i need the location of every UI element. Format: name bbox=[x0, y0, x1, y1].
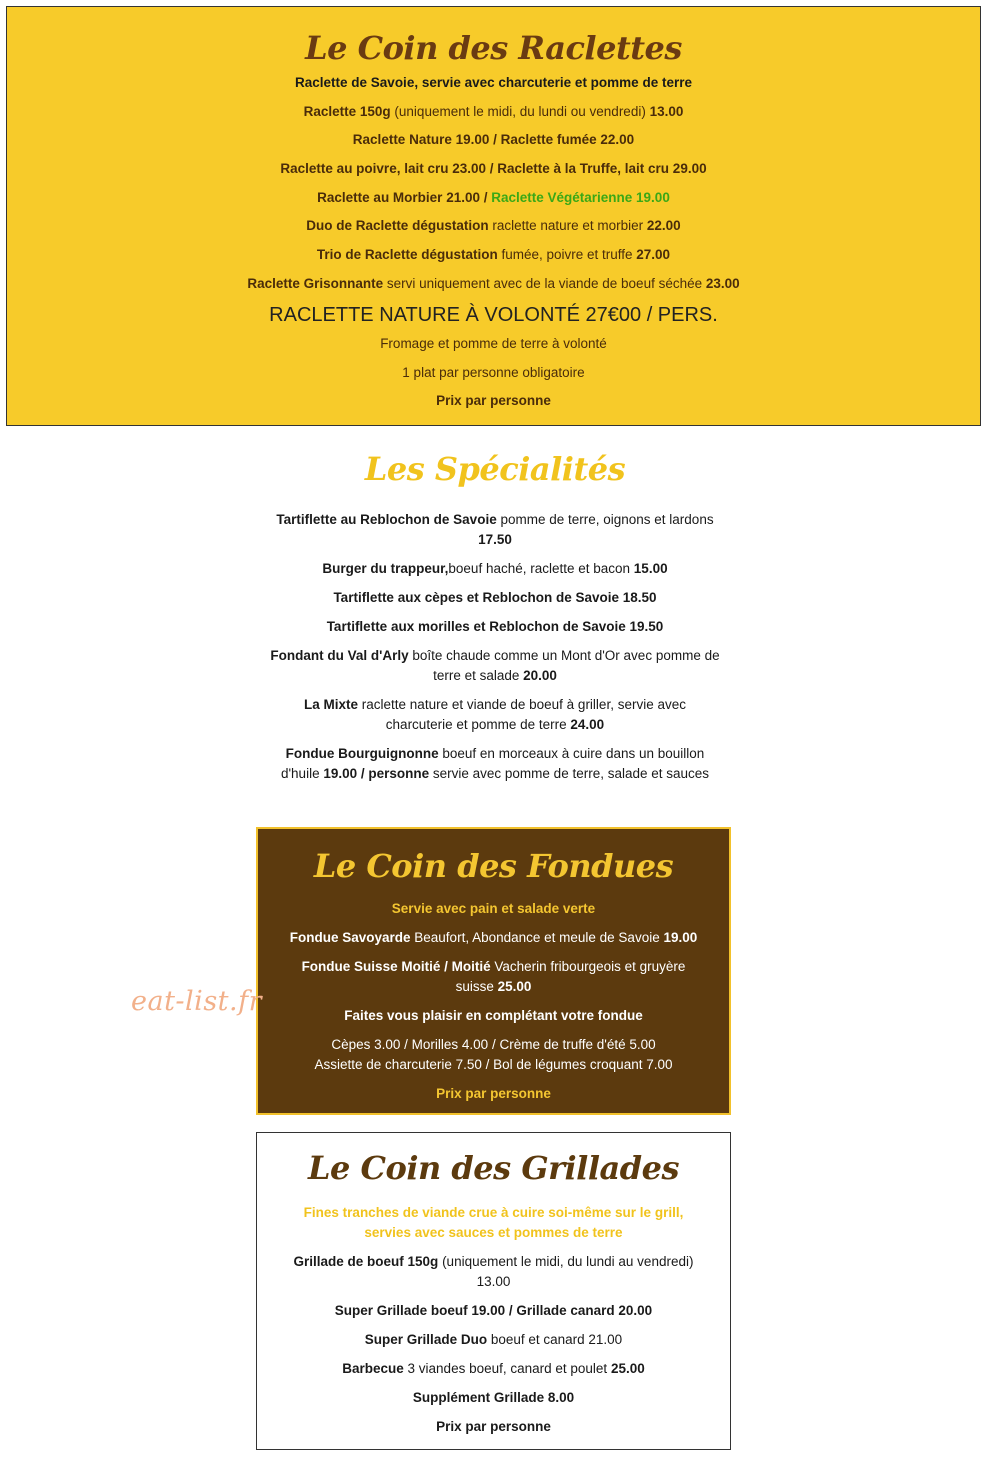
item-desc: raclette nature et viande de boeuf à griller, servie avec charcuterie et pomme de terre bbox=[358, 697, 686, 732]
item-name: Raclette 150g bbox=[303, 103, 391, 119]
item-desc: boîte chaude comme un Mont d'Or avec pomme de terre et salade bbox=[408, 648, 720, 683]
item-desc: pomme de terre, oignons et lardons bbox=[496, 512, 714, 527]
raclettes-prix: Prix par personne bbox=[436, 393, 551, 409]
fondues-title: Le Coin des Fondues bbox=[313, 847, 674, 885]
menu-item bbox=[270, 510, 720, 550]
item-price: 17.50 bbox=[478, 532, 512, 547]
item-name: Raclette au Morbier 21.00 / bbox=[317, 189, 492, 205]
menu-item bbox=[7, 274, 980, 294]
grillades-intro-line: Fines tranches de viande crue à cuire soi-même sur le grill, bbox=[303, 1205, 684, 1220]
item-name: Tartiflette aux morilles et Reblochon de Savoie 19.50 bbox=[326, 619, 664, 634]
item-desc: (uniquement le midi, du lundi ou vendredi) bbox=[390, 103, 650, 119]
grillades-intro-line: servies avec sauces et pommes de terre bbox=[364, 1225, 623, 1240]
item-name: Tartiflette aux cèpes et Reblochon de Savoie 18.50 bbox=[333, 590, 657, 605]
watermark: eat-list.fr bbox=[131, 986, 263, 1017]
item-name: Fondue Suisse Moitié / Moitié bbox=[301, 959, 491, 974]
item-name: Super Grillade Duo bbox=[364, 1332, 488, 1347]
item-price: 25.00 bbox=[610, 1361, 645, 1376]
item-price: 19.00 / personne bbox=[323, 766, 430, 781]
item-price: 20.00 bbox=[523, 668, 557, 683]
item-desc: boeuf haché, raclette et bacon bbox=[448, 561, 634, 576]
fondue-extras-line: Assiette de charcuterie 7.50 / Bol de légumes croquant 7.00 bbox=[314, 1057, 673, 1072]
item-desc-2: servie avec pomme de terre, salade et sauces bbox=[429, 766, 710, 781]
item-price: 25.00 bbox=[497, 979, 532, 994]
raclettes-section bbox=[6, 6, 981, 426]
item-desc: Beaufort, Abondance et meule de Savoie bbox=[410, 930, 664, 945]
item-name: Tartiflette au Reblochon de Savoie bbox=[276, 512, 497, 527]
item-name: Fondue Bourguignonne bbox=[285, 746, 439, 761]
menu-item bbox=[257, 1252, 730, 1292]
grillades-section bbox=[256, 1132, 731, 1450]
menu-item bbox=[257, 1359, 730, 1379]
item-price: 22.00 bbox=[646, 218, 681, 234]
menu-item bbox=[257, 1301, 730, 1321]
fondue-extras-line: Cèpes 3.00 / Morilles 4.00 / Crème de truffe d'été 5.00 bbox=[331, 1037, 656, 1052]
specialites-title: Les Spécialités bbox=[364, 450, 626, 488]
fondues-prix: Prix par personne bbox=[436, 1086, 551, 1101]
item-desc: boeuf en morceaux à cuire dans un bouillon d'huile bbox=[280, 746, 705, 781]
menu-item bbox=[270, 744, 720, 784]
menu-item bbox=[7, 159, 980, 179]
raclette-note: Fromage et pomme de terre à volonté bbox=[380, 335, 607, 351]
item-name: Fondant du Val d'Arly bbox=[270, 648, 409, 663]
menu-item bbox=[7, 130, 980, 150]
grillades-intro bbox=[257, 1203, 730, 1243]
raclette-volonte: RACLETTE NATURE À VOLONTÉ 27€00 / PERS. bbox=[269, 303, 718, 326]
item-price: 21.00 bbox=[588, 1332, 623, 1347]
raclettes-title: Le Coin des Raclettes bbox=[305, 29, 682, 67]
menu-item bbox=[270, 695, 720, 735]
grillades-title: Le Coin des Grillades bbox=[308, 1149, 679, 1187]
menu-item bbox=[270, 559, 720, 579]
menu-item bbox=[270, 588, 720, 608]
item-desc: (uniquement le midi, du lundi au vendredi) bbox=[438, 1254, 694, 1269]
menu-item bbox=[7, 188, 980, 208]
item-desc: raclette nature et morbier bbox=[488, 218, 647, 234]
item-name: Fondue Savoyarde bbox=[289, 930, 411, 945]
menu-item bbox=[7, 216, 980, 236]
item-price: 13.00 bbox=[649, 103, 684, 119]
item-desc: 3 viandes boeuf, canard et poulet bbox=[403, 1361, 611, 1376]
raclettes-intro: Raclette de Savoie, servie avec charcuterie et pomme de terre bbox=[295, 75, 692, 90]
item-price: 27.00 bbox=[636, 247, 671, 263]
raclette-note: 1 plat par personne obligatoire bbox=[402, 364, 585, 380]
grillades-prix: Prix par personne bbox=[436, 1419, 551, 1434]
item-price: 24.00 bbox=[570, 717, 605, 732]
fondues-section bbox=[256, 827, 731, 1115]
item-price: 23.00 bbox=[705, 275, 740, 291]
item-name: Raclette Grisonnante bbox=[247, 275, 384, 291]
menu-item bbox=[257, 1388, 730, 1408]
item-price: 19.00 bbox=[663, 930, 698, 945]
fondues-intro: Servie avec pain et salade verte bbox=[391, 901, 596, 916]
specialites-section bbox=[270, 450, 720, 784]
item-text: Raclette au poivre, lait cru 23.00 / Raclette à la Truffe, lait cru 29.00 bbox=[280, 161, 707, 177]
item-price: 15.00 bbox=[633, 561, 668, 576]
item-name: Barbecue bbox=[342, 1361, 404, 1376]
vegetarian-item: Raclette Végétarienne 19.00 bbox=[491, 189, 670, 205]
item-name: Supplément Grillade 8.00 bbox=[412, 1390, 575, 1405]
menu-item bbox=[258, 957, 729, 997]
menu-item bbox=[257, 1330, 730, 1350]
item-desc: boeuf et canard bbox=[487, 1332, 589, 1347]
fondue-extras bbox=[258, 1035, 729, 1075]
menu-item bbox=[270, 617, 720, 637]
item-desc: Vacherin fribourgeois et gruyère suisse bbox=[455, 959, 686, 994]
item-name: Grillade de boeuf 150g bbox=[293, 1254, 439, 1269]
menu-item bbox=[7, 102, 980, 122]
item-desc: fumée, poivre et truffe bbox=[497, 247, 637, 263]
item-name: Super Grillade boeuf 19.00 / Grillade canard 20.00 bbox=[334, 1303, 653, 1318]
item-name: La Mixte bbox=[304, 697, 359, 712]
item-text: Raclette Nature 19.00 / Raclette fumée 22.00 bbox=[352, 132, 635, 148]
item-desc: servi uniquement avec de la viande de boeuf séchée bbox=[383, 275, 706, 291]
item-price: 13.00 bbox=[476, 1274, 511, 1289]
fondue-extras-title: Faites vous plaisir en complétant votre fondue bbox=[344, 1008, 643, 1023]
item-name: Duo de Raclette dégustation bbox=[306, 218, 489, 234]
menu-item bbox=[258, 928, 729, 948]
item-name: Burger du trappeur, bbox=[322, 561, 449, 576]
menu-item bbox=[270, 646, 720, 686]
item-name: Trio de Raclette dégustation bbox=[316, 247, 498, 263]
menu-item bbox=[7, 245, 980, 265]
